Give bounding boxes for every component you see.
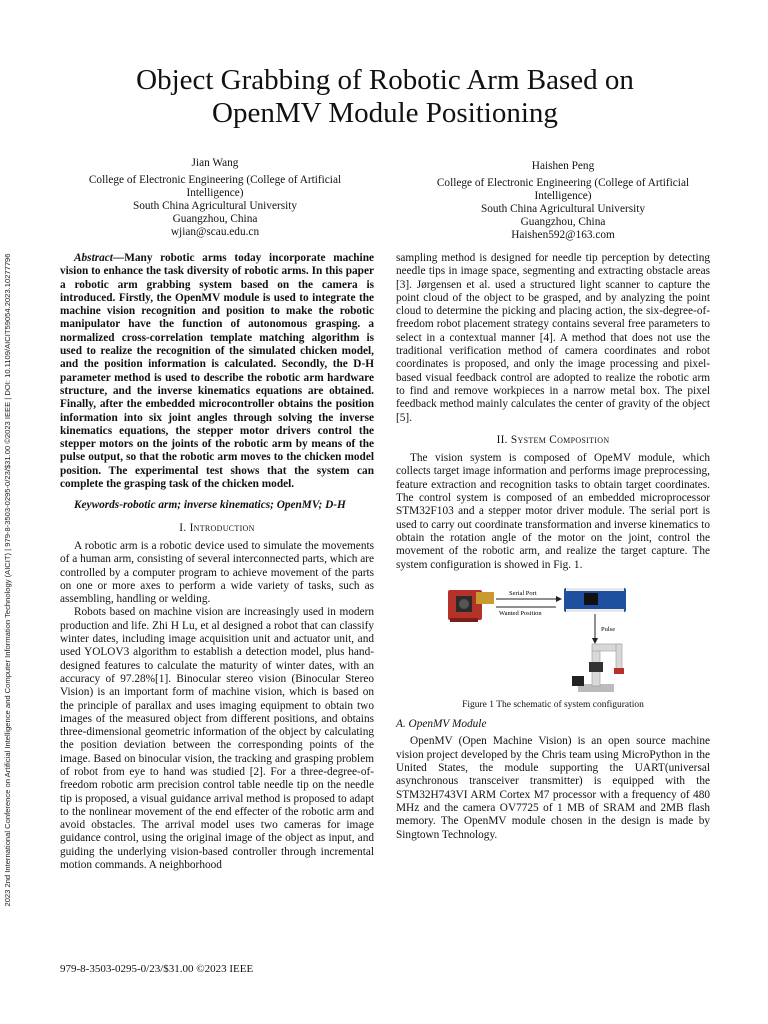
- label-wanted-position: Wanted Position: [499, 609, 542, 617]
- author-affiliation-cont: Intelligence): [186, 187, 244, 199]
- section-heading-system-composition: II. System Composition: [496, 433, 610, 446]
- left-column: [60, 252, 374, 872]
- stm32-board-icon: [564, 588, 626, 612]
- label-serial-port: Serial Port: [509, 589, 537, 597]
- section-heading-introduction: I. Introduction: [179, 521, 255, 534]
- author-affiliation: College of Electronic Engineering (College of Artificial: [436, 177, 690, 189]
- figure-system-configuration: [396, 578, 710, 696]
- author-email: wjian@scau.edu.cn: [170, 226, 260, 238]
- label-pulse: Pulse: [601, 625, 616, 633]
- author-city: Guangzhou, China: [520, 216, 606, 228]
- figure-caption: Figure 1 The schematic of system configuration: [462, 699, 644, 710]
- author-university: South China Agricultural University: [132, 200, 298, 212]
- author-affiliation: College of Electronic Engineering (College of Artificial: [88, 174, 342, 186]
- system-diagram: [396, 578, 710, 696]
- author-university: South China Agricultural University: [480, 203, 646, 215]
- abstract: [60, 252, 374, 491]
- intro-paragraph-2: Robots based on machine vision are increasingly used in modern production and life. Zhi H Lu, et al designed a robot that can classify winter dates, including image acquisition unit and actuator unit, and used YOLOV3 algorithm to establish a detection model, plus hand-designed features to calculate the maturity of winter dates, with an accuracy of 97.28%[1]. Binocular stereo vision (Binocular Stereo Vision) is an important form of machine vision, which is based on the principle of parallax and uses imaging equipment to obtain two images of the measured object from different positions, and obtains three-dimensional geometric information of the object by calculating the position deviation between the corresponding points of the image. Based on binocular vision, the tracking and grasping problem of robot from eye to hand was studied [2]. For a three-degree-of-freedom robotic arm precision control table needle tip on the needle tip is proposed, a visual guidance arrival method is proposed to adapt to the nonlinear movement of the end effecter of the robotic arm and avoid obstacles. The arrival model uses two cameras for image guidance control, using the original image of the object as input, and guiding the underlying vision-based controller through incremental motion commands. A neighborhood: [60, 606, 374, 872]
- right-column: [396, 252, 710, 842]
- author-block-1: [65, 157, 365, 239]
- right-paragraph-1: sampling method is designed for needle tip perception by detecting needle tips in image space, segmenting and extracting obstacle areas [3]. Jørgensen et al. used a structured light scanner to capture the point cloud of the object to be grasped, and by analyzing the point cloud to determine the picking and placing action, the six-degree-of-freedom robot placement strategy contains several free parameters to select in a contextual manner [4]. A method that does not use the traditional verification method of camera coordinates and robot coordinates is proposed, and only the image processing and pixel-based visual feedback control are adopted to realize the robotic arm to find and remove workpieces in a narrow metal box. The pixel feedback method mainly calculates the center of gravity of the object [5].: [396, 252, 710, 424]
- paper-title: [60, 64, 710, 130]
- abstract-text: Many robotic arms today incorporate machine vision to enhance the task diversity of robotic arms. In this paper a robotic arm grabbing system based on the camera is introduced. Firstly, the OpenMV module is used to integrate the machine vision recognition and position to make the robotic manipulator have the function of autonomous grasping. a normalized cross-correlation template matching algorithm is used to realize the recognition of the simulated chicken model, and the position information is calculated. Secondly, the D-H parameter method is used to describe the robotic arm hardware structure, and the inverse kinematics equations are obtained. Finally, after the embedded microcontroller obtains the position information into six joint angles through solving the inverse kinematics equations, the stepper motor drivers control the stepper motors on the joints of the robotic arm by means of the pulse output, so that the robotic arm moves to the chicken model position. The experimental test shows that the system can complete the grasping task of the chicken model.: [60, 252, 374, 491]
- author-city: Guangzhou, China: [172, 213, 258, 225]
- title-line-1: Object Grabbing of Robotic Arm Based on: [136, 64, 634, 96]
- conference-sidebar: [3, 180, 15, 980]
- author-name: Jian Wang: [191, 157, 239, 169]
- system-paragraph: The vision system is composed of OpeMV module, which collects target image information and performs image preprocessing, feature extraction and recognition tasks to obtain target coordinates. The control system is composed of an embedded microprocessor STM32F103 and a stepper motor driver module. The serial port is used to carry out coordinate transformation and inverse kinematics to obtain the rotation angle of the motor on the joint, control the movement of the robotic arm, and realize the target capture. The system configuration is showed in Fig. 1.: [396, 452, 710, 571]
- robot-arm-icon: [572, 644, 624, 692]
- subsection-heading-openmv: A. OpenMV Module: [396, 718, 487, 731]
- openmv-paragraph: OpenMV (Open Machine Vision) is an open source machine vision project developed by the Chris team using MicroPython in the United States, the module supporting the UART(universal asynchronous transceiver transmitter) is equipped with the STM32H743VI ARM Cortex M7 processor with a frequency of 480 MHz and the camera OV7725 of 1 MB of SRAM and 2MB flash memory. The OpenMV module chosen in the design is made by Singtown Technology.: [396, 735, 710, 841]
- intro-paragraph-1: A robotic arm is a robotic device used to simulate the movements of a human arm, consisting of several interconnected parts, which are controlled by a computer program to achieve movement of the parts on one or more axes to perform a wide variety of tasks, such as assembling, handling or welding.: [60, 539, 374, 606]
- abstract-label: Abstract—: [74, 252, 125, 264]
- author-affiliation-cont: Intelligence): [534, 190, 592, 202]
- openmv-board-icon: [448, 590, 494, 622]
- page-footer: 979-8-3503-0295-0/23/$31.00 ©2023 IEEE: [60, 963, 254, 975]
- title-line-2: OpenMV Module Positioning: [212, 97, 558, 129]
- author-email: Haishen592@163.com: [511, 229, 615, 241]
- keywords: Keywords-robotic arm; inverse kinematics; OpenMV; D-H: [74, 499, 346, 512]
- author-block-2: [413, 160, 713, 242]
- sidebar-text: 2023 2nd International Conference on Artificial Intelligence and Computer Information Technology (AICIT) | 979-8-3503-0295-0/23/$31.00 ©2023 IEEE | DOI: 10.1109/AICIT59054.2023.10277796: [3, 253, 12, 907]
- author-name: Haishen Peng: [531, 160, 595, 172]
